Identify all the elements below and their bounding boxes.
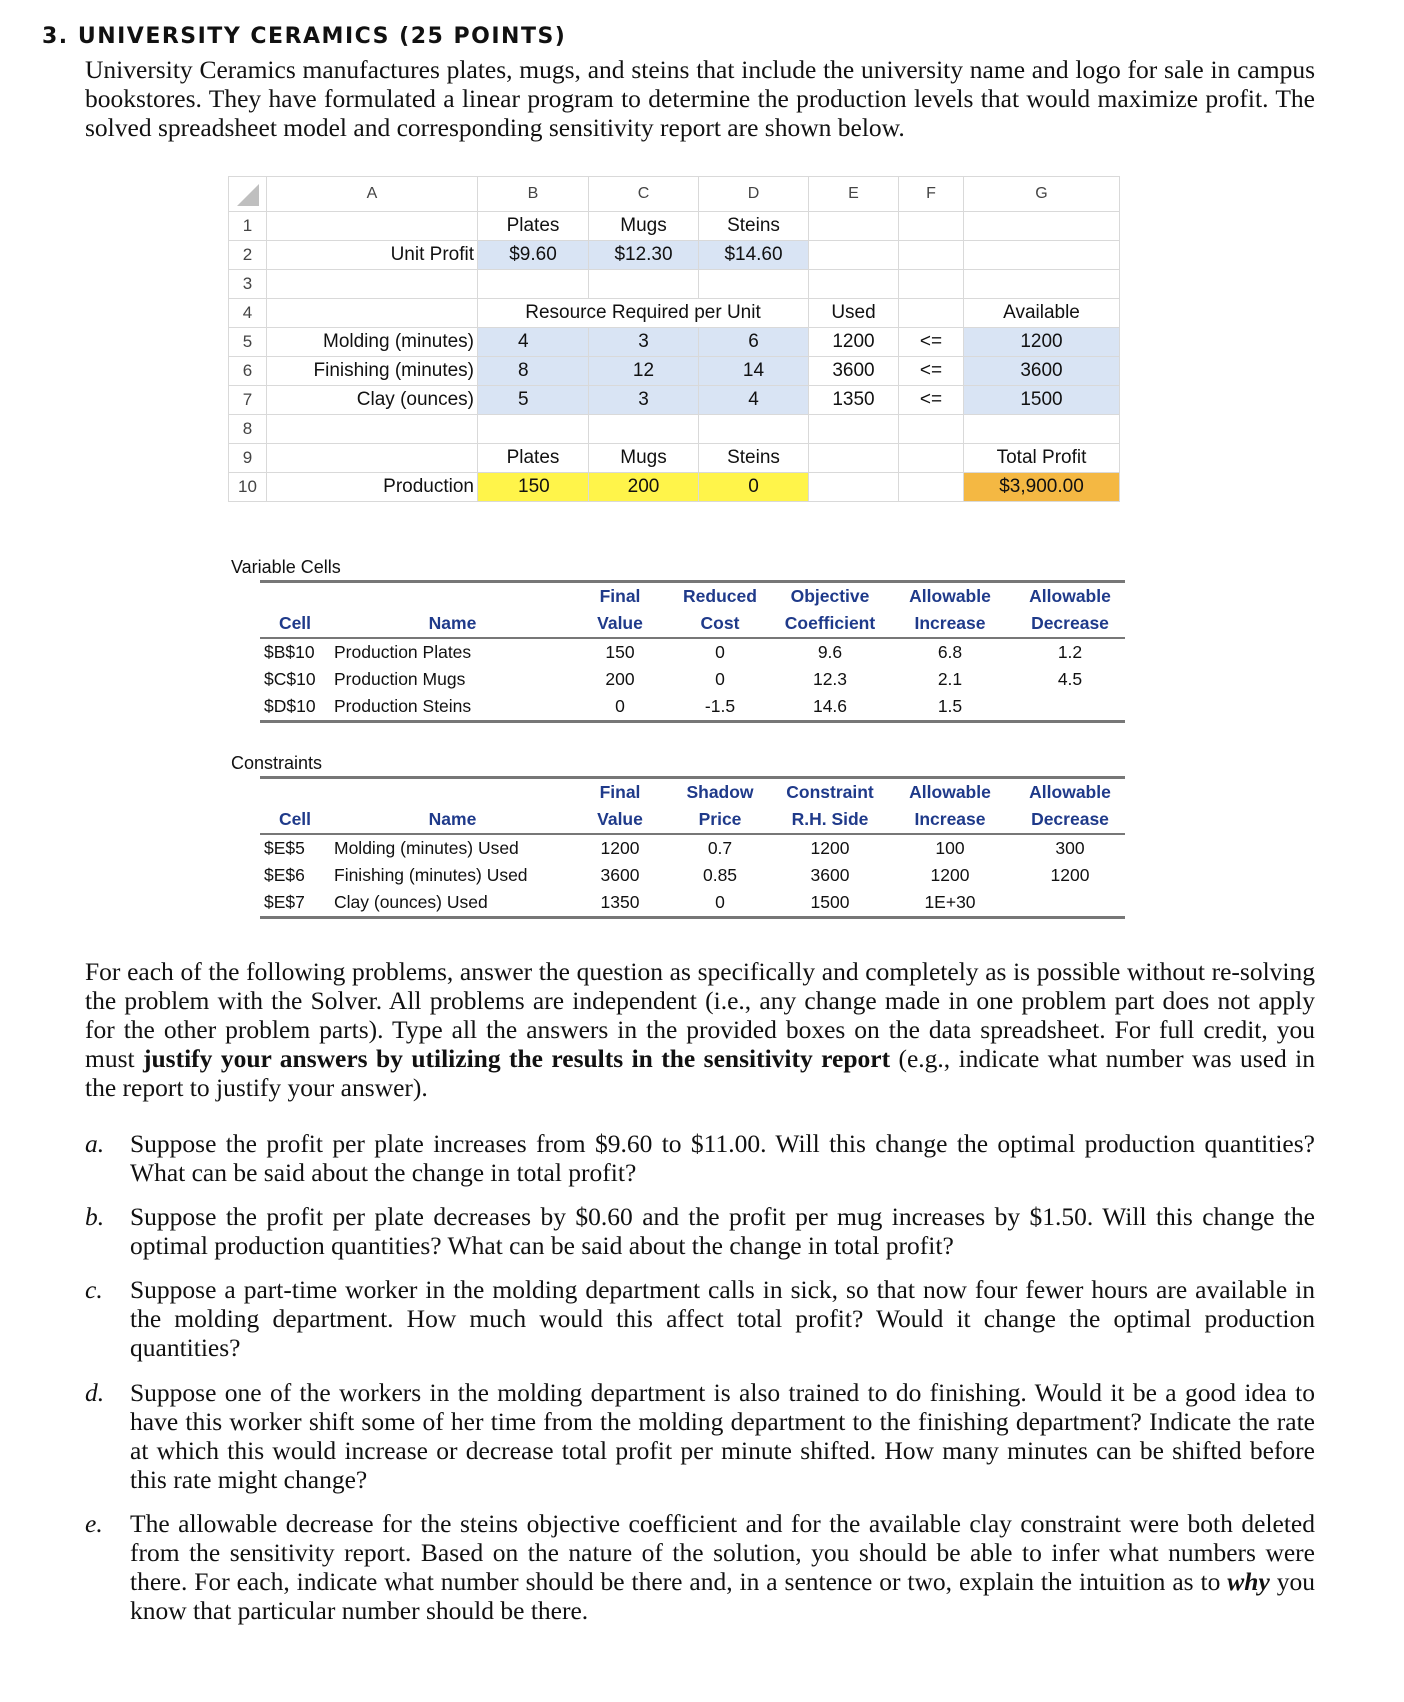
cell[interactable]: Used: [809, 299, 899, 328]
header-cell: Allowable: [1015, 778, 1125, 807]
table-cell: 0: [575, 693, 665, 722]
column-header-d[interactable]: D: [699, 177, 809, 212]
instructions-text: For each of the following problems, answer the question as specifically and completely as is possible without re-solving the problem with the Solver. All problems are independent (i.e., any change made in one problem part does not apply for the other problem parts). Type all the answers in the provided boxes on the data spreadsheet. For full credit, you must: [85, 957, 1315, 1073]
cell[interactable]: [589, 415, 699, 444]
table-cell: [1015, 693, 1125, 722]
table-cell: 2.1: [937, 669, 963, 689]
table-cell: 150: [605, 642, 635, 662]
question-heading: 3. UNIVERSITY CERAMICS (25 POINTS): [42, 24, 567, 49]
header-cell: Decrease: [1015, 610, 1125, 638]
cell[interactable]: [899, 473, 964, 502]
cell[interactable]: Mugs: [589, 212, 699, 241]
cell[interactable]: Unit Profit: [267, 241, 478, 270]
header-cell: R.H. Side: [775, 806, 885, 834]
row-header[interactable]: 3: [229, 270, 267, 299]
cell[interactable]: Plates: [478, 444, 589, 473]
table-cell: 1350: [575, 889, 665, 918]
row-header[interactable]: 1: [229, 212, 267, 241]
spreadsheet-model: [228, 176, 1120, 502]
cell[interactable]: [809, 415, 899, 444]
header-cell: [260, 778, 330, 807]
table-cell: 100: [935, 838, 965, 858]
row-header[interactable]: 4: [229, 299, 267, 328]
question-b: [85, 1202, 1315, 1260]
table-cell: 1E+30: [885, 889, 1015, 918]
table-cell: $E$7: [260, 889, 330, 918]
table-row: [260, 889, 1125, 918]
header-cell: Shadow: [665, 778, 775, 807]
cell[interactable]: [267, 299, 478, 328]
table-cell: 1.5: [885, 693, 1015, 722]
table-cell: $B$10: [264, 642, 315, 662]
table-cell: Production Steins: [330, 693, 575, 722]
cell[interactable]: Total Profit: [964, 444, 1120, 473]
table-cell: 0: [715, 642, 725, 662]
unit-profit-cell[interactable]: $14.60: [699, 241, 809, 270]
table-cell: $E$6: [264, 865, 305, 885]
header-cell: [330, 778, 575, 807]
table-cell: 0: [665, 889, 775, 918]
instructions-emphasis: justify your answers by utilizing the results in the sensitivity report: [143, 1044, 891, 1073]
table-row: [260, 666, 1125, 693]
unit-profit-cell[interactable]: $9.60: [478, 241, 589, 270]
cell[interactable]: <=: [899, 386, 964, 415]
variable-cells-title: Variable Cells: [231, 557, 341, 577]
cell[interactable]: [699, 270, 809, 299]
question-text-emphasis: why: [1227, 1567, 1270, 1596]
header-cell: Final: [575, 778, 665, 807]
available-cell[interactable]: 1500: [964, 386, 1120, 415]
available-cell[interactable]: 1200: [964, 328, 1120, 357]
question-text: Suppose the profit per plate decreases by $0.60 and the profit per mug increases by $1.50. Will this change the optimal production quantities? What can be said about the change in total profit?: [130, 1202, 1315, 1260]
cell[interactable]: [964, 270, 1120, 299]
table-cell: 14.6: [775, 693, 885, 722]
cell[interactable]: [809, 270, 899, 299]
row-header[interactable]: 8: [229, 415, 267, 444]
production-cell[interactable]: 150: [478, 473, 589, 502]
header-cell: Cell: [260, 610, 330, 638]
cell[interactable]: [478, 415, 589, 444]
header-cell: Final: [575, 582, 665, 611]
cell[interactable]: Steins: [699, 212, 809, 241]
table-cell: Clay (ounces) Used: [330, 889, 575, 918]
cell[interactable]: Production: [267, 473, 478, 502]
table-cell: $D$10: [260, 693, 330, 722]
row-header[interactable]: 7: [229, 386, 267, 415]
cell[interactable]: 3600: [809, 357, 899, 386]
header-cell: Coefficient: [775, 610, 885, 638]
question-text-part: you know that particular number should be there.: [130, 1567, 1315, 1625]
cell[interactable]: Mugs: [589, 444, 699, 473]
column-header-a[interactable]: A: [267, 177, 478, 212]
table-cell: 1200: [1050, 865, 1090, 885]
header-cell: Objective: [775, 582, 885, 611]
question-text: Suppose a part-time worker in the molding department calls in sick, so that now four fewer hours are available in the molding department. How much would this affect total profit? Would it change the optimal production quantities?: [130, 1275, 1315, 1362]
cell[interactable]: [899, 270, 964, 299]
table-cell: 4.5: [1057, 669, 1083, 689]
table-cell: 3600: [600, 865, 640, 885]
cell[interactable]: [267, 415, 478, 444]
cell[interactable]: <=: [899, 328, 964, 357]
table-cell: -1.5: [665, 693, 775, 722]
cell[interactable]: Plates: [478, 212, 589, 241]
cell[interactable]: 3: [589, 386, 699, 415]
table-cell: 200: [605, 669, 635, 689]
row-header[interactable]: 10: [229, 473, 267, 502]
table-row: [260, 638, 1125, 666]
table-cell: Production Plates: [334, 642, 472, 662]
production-cell[interactable]: 0: [699, 473, 809, 502]
cell[interactable]: Clay (ounces): [267, 386, 478, 415]
row-header[interactable]: 6: [229, 357, 267, 386]
header-cell: Increase: [885, 806, 1015, 834]
cell[interactable]: [964, 212, 1120, 241]
question-label: c.: [85, 1275, 103, 1304]
cell[interactable]: [809, 241, 899, 270]
cell[interactable]: 5: [478, 386, 589, 415]
cell[interactable]: [699, 415, 809, 444]
cell[interactable]: 12: [589, 357, 699, 386]
header-cell: [260, 582, 330, 611]
header-cell: Allowable: [1015, 582, 1125, 611]
table-cell: 0.7: [707, 838, 733, 858]
cell[interactable]: 4: [478, 328, 589, 357]
table-cell: 1200: [930, 865, 970, 885]
column-header-e[interactable]: E: [809, 177, 899, 212]
header-cell: Value: [575, 806, 665, 834]
header-cell: Increase: [885, 610, 1015, 638]
row-header[interactable]: 9: [229, 444, 267, 473]
select-all-corner[interactable]: [229, 177, 267, 212]
column-header-g[interactable]: G: [964, 177, 1120, 212]
cell[interactable]: [899, 212, 964, 241]
question-text: Suppose the profit per plate increases from $9.60 to $11.00. Will this change the optimal production quantities? What can be said about the change in total profit?: [130, 1129, 1315, 1187]
table-cell: 9.6: [817, 642, 843, 662]
column-header-c[interactable]: C: [589, 177, 699, 212]
table-cell: 1200: [600, 838, 640, 858]
header-cell: Cost: [665, 610, 775, 638]
available-cell[interactable]: 3600: [964, 357, 1120, 386]
cell[interactable]: [267, 444, 478, 473]
instructions-text: (e.g., indicate what number was used in the report to justify your answer).: [85, 1044, 1316, 1102]
header-cell: [330, 582, 575, 611]
table-cell: 6.8: [937, 642, 963, 662]
column-header-f[interactable]: F: [899, 177, 964, 212]
question-label: a.: [85, 1129, 105, 1158]
question-label: e.: [85, 1509, 103, 1538]
row-header[interactable]: 5: [229, 328, 267, 357]
cell[interactable]: Molding (minutes): [267, 328, 478, 357]
cell[interactable]: Steins: [699, 444, 809, 473]
table-cell: 1.2: [1057, 642, 1083, 662]
header-cell: Allowable: [885, 582, 1015, 611]
cell[interactable]: 14: [699, 357, 809, 386]
cell[interactable]: [964, 415, 1120, 444]
cell[interactable]: 8: [478, 357, 589, 386]
intro-paragraph: University Ceramics manufactures plates, mugs, and steins that include the university name and logo for sale in campus bookstores. They have formulated a linear program to determine the production levels that would maximize profit. The solved spreadsheet model and corresponding sensitivity report are shown below.: [85, 55, 1315, 142]
cell[interactable]: [589, 270, 699, 299]
header-cell: Cell: [260, 806, 330, 834]
constraints-title: Constraints: [231, 753, 323, 773]
table-cell: 1500: [775, 889, 885, 918]
question-text: [130, 1509, 1315, 1625]
cell[interactable]: 6: [699, 328, 809, 357]
header-cell: Price: [665, 806, 775, 834]
production-cell[interactable]: 200: [589, 473, 699, 502]
header-cell: Reduced: [665, 582, 775, 611]
question-a: [85, 1129, 1315, 1187]
question-e: [85, 1509, 1315, 1625]
cell[interactable]: [478, 270, 589, 299]
header-cell: Allowable: [885, 778, 1015, 807]
unit-profit-cell[interactable]: $12.30: [589, 241, 699, 270]
row-header[interactable]: 2: [229, 241, 267, 270]
cell[interactable]: [809, 444, 899, 473]
header-cell: Decrease: [1015, 806, 1125, 834]
header-cell: Name: [330, 806, 575, 834]
table-row: [260, 862, 1125, 889]
question-label: d.: [85, 1378, 105, 1407]
cell[interactable]: [899, 299, 964, 328]
table-row: [260, 834, 1125, 862]
question-label: b.: [85, 1202, 105, 1231]
cell[interactable]: Finishing (minutes): [267, 357, 478, 386]
cell[interactable]: [899, 415, 964, 444]
column-header-b[interactable]: B: [478, 177, 589, 212]
header-cell: Value: [575, 610, 665, 638]
cell[interactable]: 3: [589, 328, 699, 357]
cell[interactable]: [899, 444, 964, 473]
cell[interactable]: 4: [699, 386, 809, 415]
variable-cells-table: [260, 580, 1125, 723]
table-cell: Finishing (minutes) Used: [334, 865, 528, 885]
table-cell: $E$5: [264, 838, 305, 858]
header-cell: Name: [330, 610, 575, 638]
table-cell: 300: [1055, 838, 1085, 858]
table-cell: 1200: [810, 838, 850, 858]
table-cell: Production Mugs: [334, 669, 466, 689]
table-cell: 3600: [810, 865, 850, 885]
table-cell: $C$10: [264, 669, 316, 689]
total-profit-cell[interactable]: $3,900.00: [964, 473, 1120, 502]
cell[interactable]: [899, 241, 964, 270]
cell[interactable]: [267, 212, 478, 241]
cell[interactable]: [809, 212, 899, 241]
cell[interactable]: [964, 241, 1120, 270]
cell[interactable]: 1350: [809, 386, 899, 415]
resource-header-cell[interactable]: Resource Required per Unit: [478, 299, 809, 328]
table-cell: Molding (minutes) Used: [334, 838, 519, 858]
question-d: [85, 1378, 1315, 1494]
cell[interactable]: 1200: [809, 328, 899, 357]
header-cell: Constraint: [775, 778, 885, 807]
question-c: [85, 1275, 1315, 1362]
question-text-part: The allowable decrease for the steins objective coefficient and for the available clay constraint were both deleted from the sensitivity report. Based on the nature of the solution, you should be able to infer what numbers were there. For each, indicate what number should be there and, in a sentence or two, explain the intuition as to: [130, 1509, 1315, 1596]
table-cell: 12.3: [812, 669, 848, 689]
question-text: Suppose one of the workers in the molding department is also trained to do finishing. Would it be a good idea to have this worker shift some of her time from the molding department to the finishing department? Indicate the rate at which this would increase or decrease total profit per minute shifted. How many minutes can be shifted before this rate might change?: [130, 1378, 1315, 1494]
table-cell: [1015, 889, 1125, 918]
instructions-paragraph: [85, 957, 1315, 1102]
cell[interactable]: [267, 270, 478, 299]
cell[interactable]: <=: [899, 357, 964, 386]
table-cell: 0.85: [702, 865, 738, 885]
constraints-table: [260, 776, 1125, 919]
cell[interactable]: [809, 473, 899, 502]
table-cell: 0: [715, 669, 725, 689]
cell[interactable]: Available: [964, 299, 1120, 328]
table-row: [260, 693, 1125, 722]
